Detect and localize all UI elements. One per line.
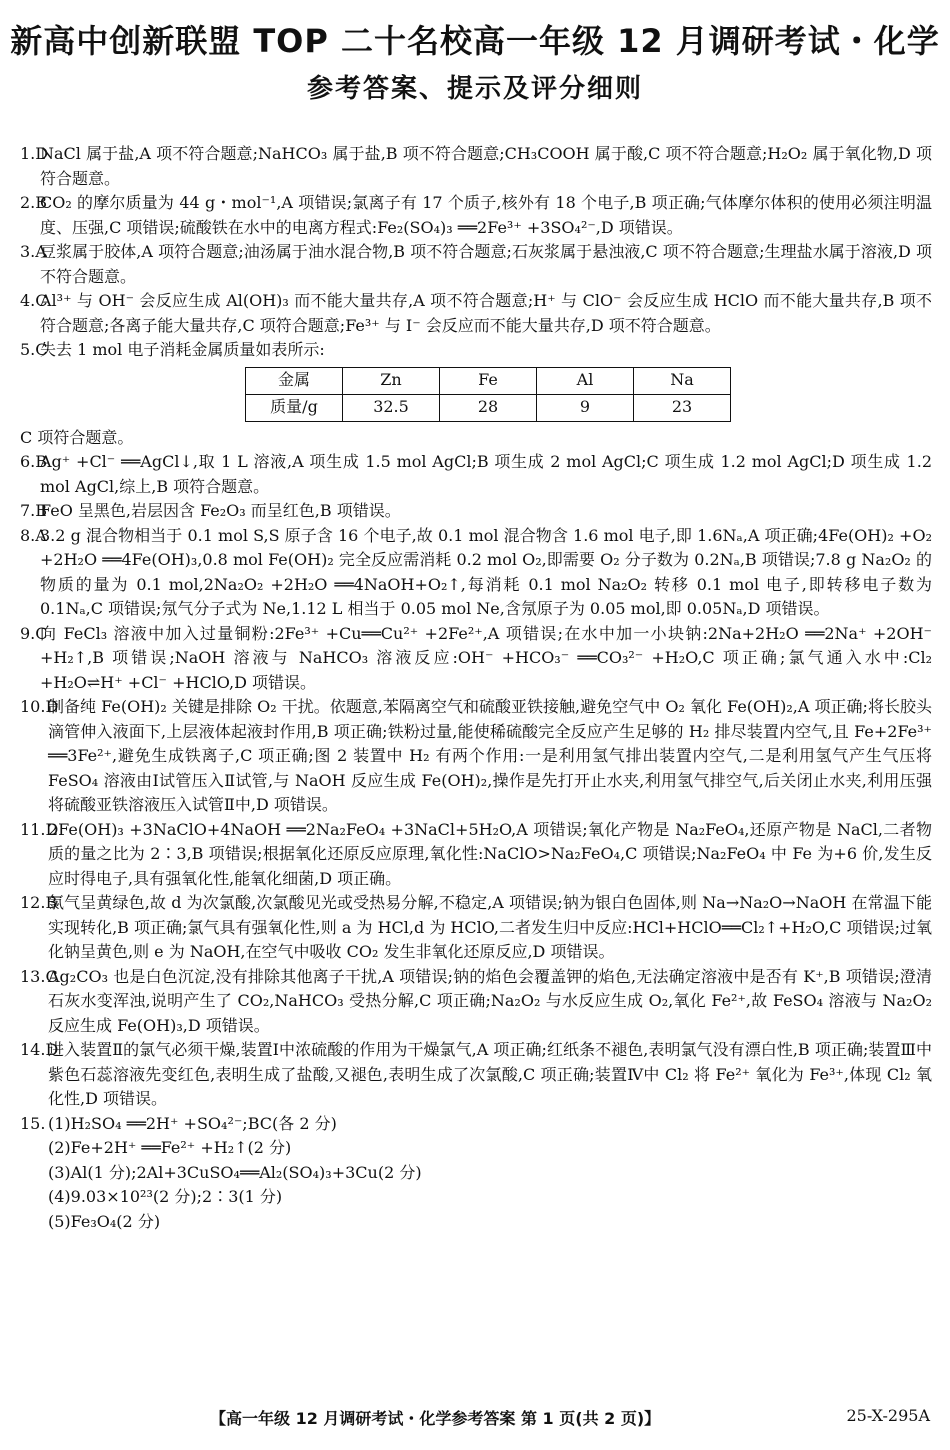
- table-cell: 23: [634, 394, 731, 421]
- answer-text: FeO 呈黑色,岩层因含 Fe₂O₃ 而呈红色,B 项错误。: [40, 501, 401, 520]
- table-row: [246, 367, 731, 394]
- answer-text: Al³⁺ 与 OH⁻ 会反应生成 Al(OH)₃ 而不能大量共存,A 项不符合题意;H⁺ 与 ClO⁻ 会反应生成 HClO 而不能大量共存,B 项不符合题意;各离子能大量共存,C 项符合题意;Fe³⁺ 与 I⁻ 会反应而不能大量共存,D 项不符合题意。: [40, 291, 932, 335]
- answer-text: Ag⁺ +Cl⁻ ══AgCl↓,取 1 L 溶液,A 项生成 1.5 mol AgCl;B 项生成 2 mol AgCl;C 项生成 1.2 mol AgCl;D 项生成 1.2 mol AgCl,综上,B 项符合题意。: [40, 452, 932, 496]
- answer-item: [20, 524, 932, 622]
- table-header-cell: 金属: [246, 367, 343, 394]
- answer-15-part-1: (1)H₂SO₄ ══2H⁺ +SO₄²⁻;BC(各 2 分): [48, 1113, 337, 1133]
- table-header-cell: 质量/g: [246, 394, 343, 421]
- answer-item: [20, 289, 932, 338]
- table-cell: 28: [440, 394, 537, 421]
- answer-text: CO₂ 的摩尔质量为 44 g・mol⁻¹,A 项错误;氯离子有 17 个质子,核外有 18 个电子,B 项正确;气体摩尔体积的使用必须注明温度、压强,C 项错误;硫酸铁在水中的电离方程式:Fe₂(SO₄)₃ ══2Fe³⁺ +3SO₄²⁻,D 项错误。: [40, 193, 932, 237]
- answer-number: 13.C: [20, 966, 58, 986]
- answer-15-part-3: (3)Al(1 分);2Al+3CuSO₄══Al₂(SO₄)₃+3Cu(2 分): [48, 1162, 422, 1182]
- page-footer: 【高一年级 12 月调研考试・化学参考答案 第 1 页(共 2 页)】: [210, 1409, 661, 1428]
- answer-text: 2Fe(OH)₃ +3NaClO+4NaOH ══2Na₂FeO₄ +3NaCl+5H₂O,A 项错误;氧化产物是 Na₂FeO₄,还原产物是 NaCl,二者物质的量之比为 2∶3,B 项错误;根据氧化还原反应原理,氧化性:NaClO>Na₂FeO₄,C 项错误;Na₂FeO₄ 中 Fe 为+6 价,发生反应时得电子,具有强氧化性,能氧化细菌,D 项正确。: [48, 819, 932, 888]
- answer-number: 3.A: [20, 242, 47, 261]
- answer-text: 向 FeCl₃ 溶液中加入过量铜粉:2Fe³⁺ +Cu══Cu²⁺ +2Fe²⁺,A 项错误;在水中加一小块钠:2Na+2H₂O ══2Na⁺ +2OH⁻ +H₂↑,B 项错误;NaOH 溶液与 NaHCO₃ 溶液反应:OH⁻ +HCO₃⁻ ══CO₃²⁻ +H₂O,C 项正确;氯气通入水中:Cl₂ +H₂O⇌H⁺ +Cl⁻ +HClO,D 项错误。: [40, 623, 932, 692]
- table-cell: Na: [634, 367, 731, 394]
- answer-number: 11.D: [20, 819, 59, 839]
- answer-item: [20, 622, 932, 696]
- answer-list: [20, 142, 932, 1234]
- table-cell: Al: [537, 367, 634, 394]
- answer-number: 5.C: [20, 340, 48, 359]
- answer-text: 氯气呈黄绿色,故 d 为次氯酸,次氯酸见光或受热易分解,不稳定,A 项错误;钠为银白色固体,则 Na→Na₂O→NaOH 在常温下能实现转化,B 项正确;氯气具有强氧化性,则 a 为 HCl,d 为 HClO,二者发生归中反应:HCl+HClO══Cl₂↑+H₂O,C 项错误;过氧化钠呈黄色,则 e 为 NaOH,在空气中吸收 CO₂ 发生非氧化还原反应,D 项错误。: [48, 893, 932, 961]
- answer-text: NaCl 属于盐,A 项不符合题意;NaHCO₃ 属于盐,B 项不符合题意;CH₃COOH 属于酸,C 项不符合题意;H₂O₂ 属于氧化物,D 项符合题意。: [40, 144, 932, 188]
- answer-item: [20, 499, 932, 524]
- table-cell: Fe: [440, 367, 537, 394]
- answer-number: 6.B: [20, 452, 48, 471]
- answer-item-15: [20, 1112, 932, 1137]
- answer-number: 4.C: [20, 291, 48, 310]
- answer-text: Ag₂CO₃ 也是白色沉淀,没有排除其他离子干扰,A 项错误;钠的焰色会覆盖钾的焰色,无法确定溶液中是否有 K⁺,B 项错误;澄清石灰水变浑浊,说明产生了 CO₂,NaHCO₃ 受热分解,C 项正确;Na₂O₂ 与水反应生成 O₂,氧化 Fe²⁺,故 FeSO₄ 溶液与 Na₂O₂ 反应生成 Fe(OH)₃,D 项错误。: [48, 966, 932, 1035]
- answer-number: 7.B: [20, 501, 48, 520]
- answer-item: [20, 338, 932, 363]
- table-cell: Zn: [343, 367, 440, 394]
- answer-item: [20, 965, 932, 1039]
- table-row: [246, 394, 731, 421]
- answer-number: 12.B: [20, 893, 58, 912]
- answer-item: [20, 142, 932, 191]
- answer-text: 豆浆属于胶体,A 项符合题意;油汤属于油水混合物,B 项不符合题意;石灰浆属于悬浊液,C 项不符合题意;生理盐水属于溶液,D 项不符合题意。: [40, 242, 932, 286]
- answer-item: [20, 240, 932, 289]
- answer-15-part-2: (2)Fe+2H⁺ ══Fe²⁺ +H₂↑(2 分): [48, 1138, 292, 1157]
- answer-text: 3.2 g 混合物相当于 0.1 mol S,S 原子含 16 个电子,故 0.1 mol 混合物含 1.6 mol 电子,即 1.6Nₐ,A 项正确;4Fe(OH)₂ +O₂ +2H₂O ══4Fe(OH)₃,0.8 mol Fe(OH)₂ 完全反应需消耗 0.2 mol O₂,即需要 O₂ 分子数为 0.2Nₐ,B 项错误;7.8 g Na₂O₂ 的物质的量为 0.1 mol,2Na₂O₂ +2H₂O ══4NaOH+O₂↑,每消耗 0.1 mol Na₂O₂ 转移 0.1 mol 电子,即转移电子数为 0.1Nₐ,C 项错误;氖气分子式为 Ne,1.12 L 相当于 0.05 mol Ne,含氖原子为 0.05 mol,即 0.05Nₐ,D 项错误。: [40, 525, 932, 618]
- answer-5-conclusion: C 项符合题意。: [20, 427, 134, 447]
- answer-item: [20, 695, 932, 818]
- answer-number: 9.C: [20, 623, 48, 643]
- answer-number: 1.D: [20, 144, 49, 163]
- metal-mass-table: [245, 367, 731, 422]
- answer-text: 进入装置Ⅱ的氯气必须干燥,装置Ⅰ中浓硫酸的作用为干燥氯气,A 项正确;红纸条不褪色,表明氯气没有漂白性,B 项正确;装置Ⅲ中紫色石蕊溶液先变红色,表明生成了盐酸,又褪色,表明生成了次氯酸,C 项正确;装置Ⅳ中 Cl₂ 将 Fe²⁺ 氧化为 Fe³⁺,体现 Cl₂ 氧化性,D 项错误。: [48, 1040, 932, 1108]
- answer-item: [20, 450, 932, 499]
- answer-item: [20, 191, 932, 240]
- answer-item: [20, 818, 932, 892]
- page-title: 新高中创新联盟 TOP 二十名校高一年级 12 月调研考试・化学: [10, 22, 940, 60]
- answer-number: 15.: [20, 1113, 46, 1133]
- answer-item: [20, 891, 932, 965]
- answer-15-part-4: (4)9.03×10²³(2 分);2∶3(1 分): [48, 1187, 283, 1206]
- answer-number: 8.A: [20, 525, 47, 545]
- page-subtitle: 参考答案、提示及评分细则: [306, 74, 643, 104]
- answer-text: 制备纯 Fe(OH)₂ 关键是排除 O₂ 干扰。依题意,苯隔离空气和硫酸亚铁接触,避免空气中 O₂ 氧化 Fe(OH)₂,A 项正确;将长胶头滴管伸入液面下,上层液体起液封作用,B 项正确;铁粉过量,能使稀硫酸完全反应产生足够的 H₂ 排尽装置内空气,且 Fe+2Fe³⁺ ══3Fe²⁺,避免生成铁离子,C 项正确;图 2 装置中 H₂ 有两个作用:一是利用氢气排出装置内空气,二是利用氢气产生气压将 FeSO₄ 溶液由Ⅰ试管压入Ⅱ试管,与 NaOH 反应生成 Fe(OH)₂,操作是先打开止水夹,利用氢气排空气,后关闭止水夹,利用压强将硫酸亚铁溶液压入试管Ⅱ中,D 项错误。: [48, 697, 932, 814]
- table-cell: 9: [537, 394, 634, 421]
- table-cell: 32.5: [343, 394, 440, 421]
- answer-number: 2.B: [20, 193, 48, 212]
- answer-text: 失去 1 mol 电子消耗金属质量如表所示:: [40, 340, 325, 359]
- answer-item: [20, 1038, 932, 1112]
- answer-number: 10.D: [20, 697, 59, 716]
- document-code: 25-X-295A: [846, 1406, 930, 1425]
- answer-number: 14.D: [20, 1040, 59, 1059]
- answer-15-part-5: (5)Fe₃O₄(2 分): [48, 1211, 161, 1231]
